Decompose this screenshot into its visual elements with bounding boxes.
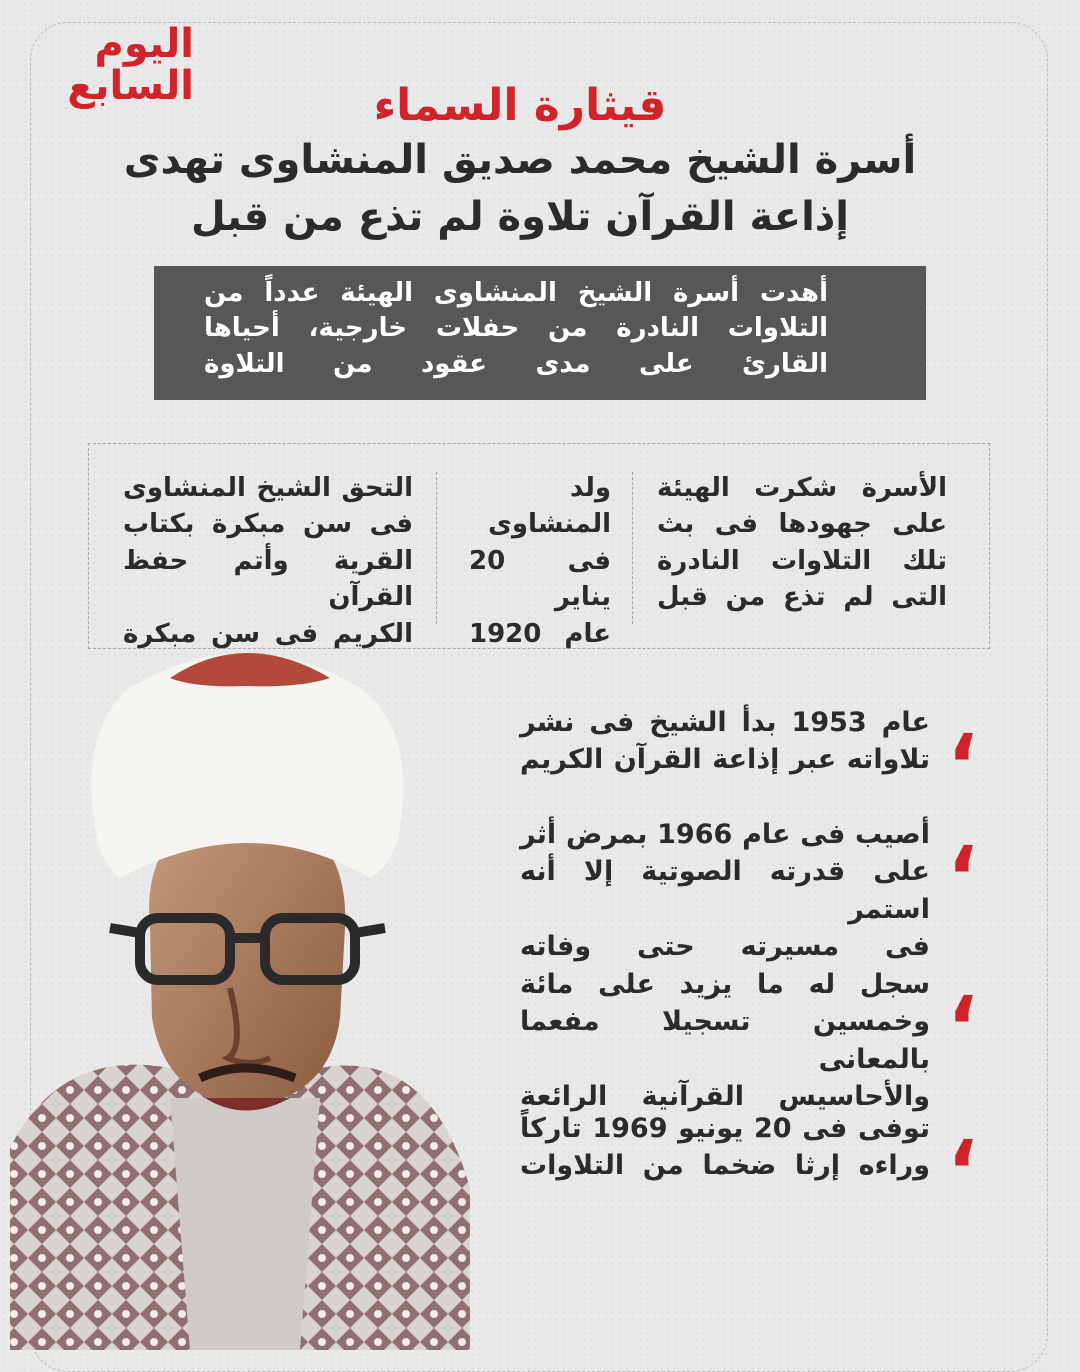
fact-line: عام 1920 bbox=[469, 618, 611, 649]
bullet-line: والأحاسيس القرآنية الرائعة bbox=[520, 1080, 930, 1112]
bullet-line: وخمسين تسجيلا مفعما بالمعانى bbox=[520, 1006, 930, 1075]
fact-kuttab bbox=[123, 470, 413, 652]
bullet-line: توفى فى 20 يونيو 1969 تاركاً bbox=[520, 1113, 931, 1144]
comma-bullet-icon: ، bbox=[946, 929, 978, 1044]
comma-bullet-icon: ، bbox=[946, 1073, 978, 1188]
bullet-line: فى مسيرته حتى وفاته bbox=[520, 930, 930, 962]
fact-line: المنشاوى bbox=[488, 509, 611, 540]
bullet-line: وراءه إرثا ضخما من التلاوات bbox=[520, 1150, 930, 1182]
fact-line: الأسرة شكرت الهيئة bbox=[657, 473, 947, 503]
sheikh-portrait bbox=[0, 628, 480, 1350]
logo-line-2: السابع bbox=[67, 63, 194, 109]
intro-line-1: أهدت أسرة الشيخ المنشاوى الهيئة عدداً من bbox=[204, 278, 828, 308]
comma-bullet-icon: ، bbox=[946, 667, 978, 782]
page-title: قيثارة السماء bbox=[373, 80, 667, 131]
comma-bullet-icon: ، bbox=[946, 779, 978, 894]
bullet-item bbox=[520, 667, 1000, 782]
bullet-line: أصيب فى عام 1966 بمرض أثر bbox=[520, 819, 930, 850]
bullet-item bbox=[520, 779, 1000, 965]
logo-line-1: اليوم bbox=[94, 21, 194, 67]
fact-line: فى 20 يناير bbox=[469, 545, 611, 613]
bullet-line: على قدرته الصوتية إلا أنه استمر bbox=[520, 856, 930, 925]
bullet-line: تلاواته عبر إذاعة القرآن الكريم bbox=[520, 744, 930, 776]
subtitle-line-2: إذاعة القرآن تلاوة لم تذع من قبل bbox=[190, 194, 850, 241]
header bbox=[120, 82, 920, 244]
fact-line: التحق الشيخ المنشاوى bbox=[123, 473, 413, 503]
fact-line: الكريم فى سن مبكرة bbox=[123, 618, 413, 649]
fact-line: تلك التلاوات النادرة bbox=[657, 545, 947, 576]
facts-box bbox=[88, 443, 990, 649]
fact-line: القرية وأتم حفظ القرآن bbox=[123, 545, 413, 613]
bullet-line: عام 1953 بدأ الشيخ فى نشر bbox=[520, 707, 931, 738]
fact-divider bbox=[632, 472, 633, 624]
fact-line: التى لم تذع من قبل bbox=[657, 582, 947, 613]
subtitle-line-1: أسرة الشيخ محمد صديق المنشاوى تهدى bbox=[123, 137, 917, 184]
bullet-line: سجل له ما يزيد على مائة bbox=[520, 969, 930, 1000]
fact-line: ولد bbox=[570, 473, 611, 503]
fact-line: فى سن مبكرة بكتاب bbox=[123, 509, 413, 540]
intro-box bbox=[154, 266, 926, 400]
intro-line-3: القارئ على مدى عقود من التلاوة bbox=[204, 348, 828, 379]
fact-family-thanks bbox=[657, 470, 947, 616]
intro-line-2: التلاوات النادرة من حفلات خارجية، أحياها bbox=[204, 313, 828, 344]
fact-divider bbox=[436, 472, 437, 624]
fact-birth bbox=[469, 470, 611, 652]
fact-line: على جهودها فى بث bbox=[657, 509, 947, 540]
